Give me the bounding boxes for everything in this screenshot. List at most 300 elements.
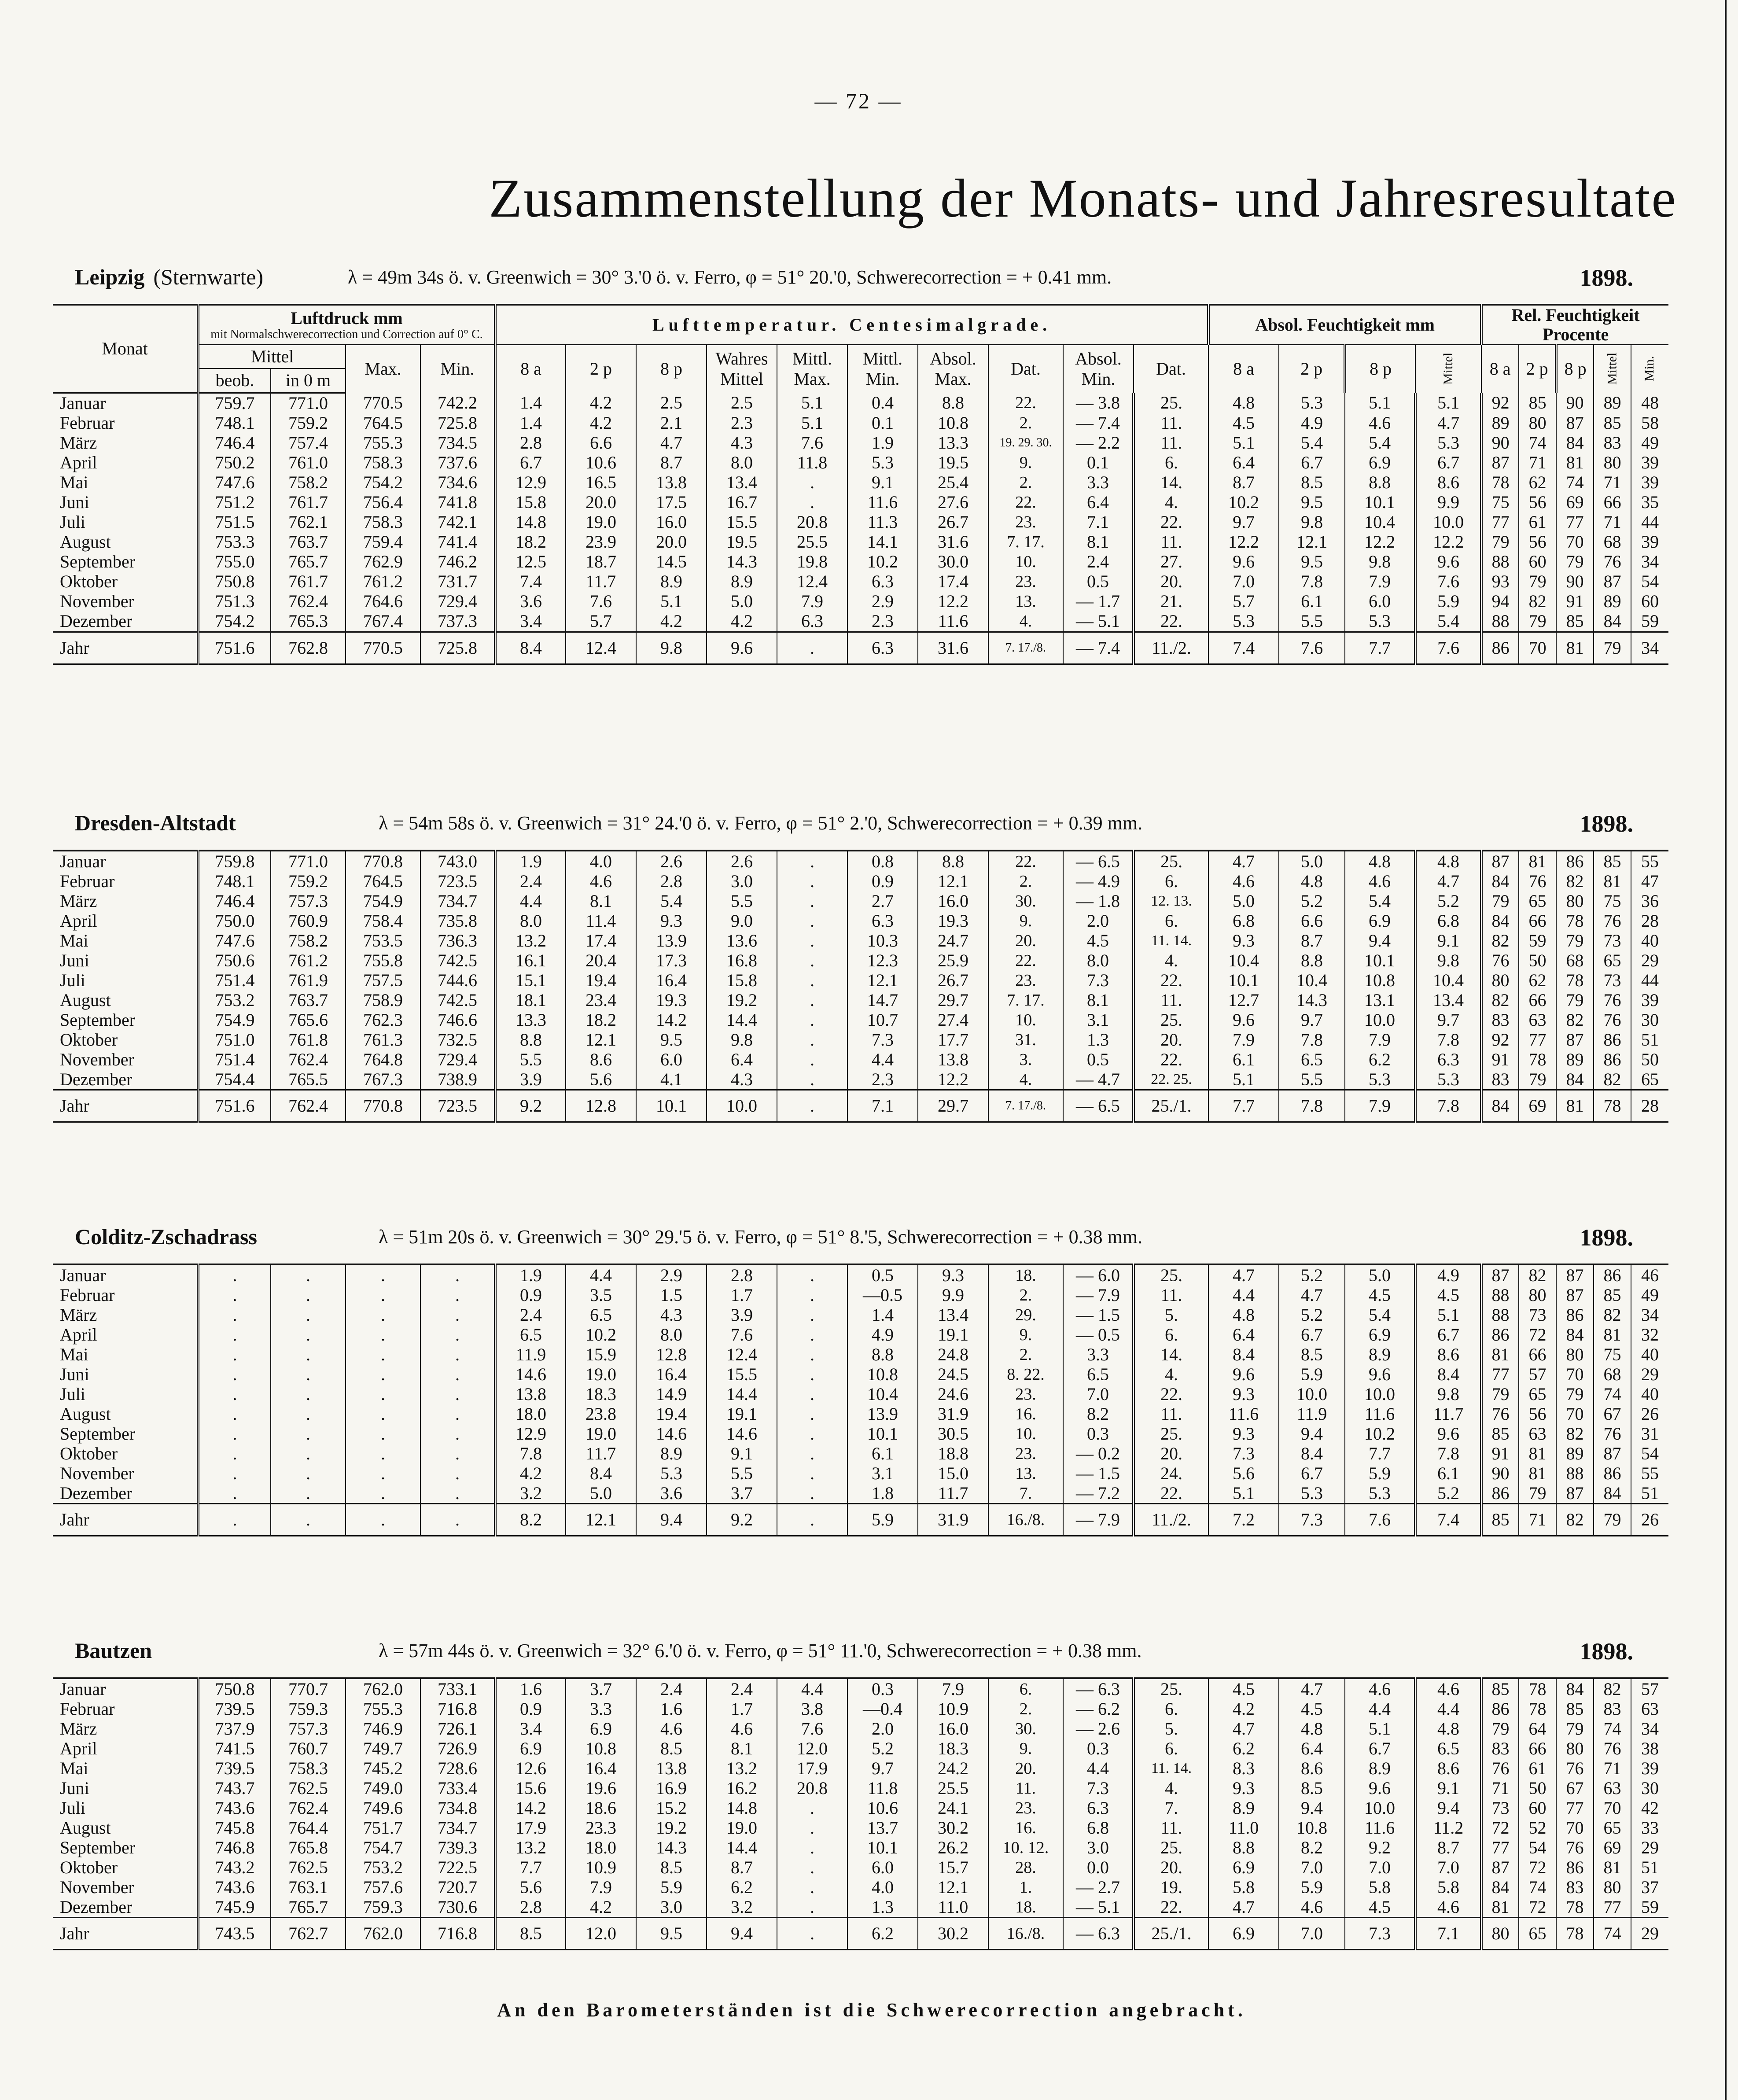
data-cell: 4.2	[566, 413, 636, 433]
year-row	[53, 1918, 1668, 1950]
data-cell: 77	[1481, 512, 1519, 532]
data-cell: 9.8	[636, 632, 707, 664]
data-cell: 759.8	[198, 851, 271, 871]
data-cell: 84	[1594, 612, 1631, 632]
data-cell: 762.5	[271, 1778, 346, 1798]
data-cell: .	[198, 1345, 271, 1364]
data-cell: 19.2	[707, 990, 777, 1010]
data-cell: 81	[1594, 871, 1631, 891]
data-cell: 72	[1519, 1857, 1556, 1877]
data-cell: 2.6	[636, 851, 707, 871]
data-cell: 8.7	[1415, 1838, 1481, 1857]
data-cell: 10.8	[918, 413, 988, 433]
data-cell: 746.4	[198, 891, 271, 911]
data-cell: 87	[1481, 851, 1519, 871]
data-cell: 5.5	[495, 1050, 566, 1069]
data-cell: 6.	[1134, 1739, 1208, 1758]
data-cell: 30.	[988, 891, 1063, 911]
data-cell: 748.1	[198, 871, 271, 891]
data-cell: 8.4	[1415, 1364, 1481, 1384]
station-year: 1898.	[1580, 1638, 1633, 1665]
month-label: Jahr	[53, 632, 198, 664]
data-cell: 7.0	[1279, 1918, 1345, 1950]
month-row	[53, 1877, 1668, 1897]
data-cell: 9.4	[1345, 931, 1415, 951]
data-cell: 7.	[988, 1483, 1063, 1504]
month-label: Jahr	[53, 1090, 198, 1122]
data-cell: 6.4	[1063, 493, 1134, 512]
data-cell: — 2.2	[1063, 433, 1134, 453]
data-cell: 78	[1519, 1678, 1556, 1699]
data-cell: 755.8	[346, 951, 420, 970]
data-cell: 52	[1519, 1818, 1556, 1838]
data-cell: 11.	[1134, 1404, 1208, 1424]
data-cell: 5.1	[777, 393, 847, 413]
data-cell: 51	[1631, 1483, 1668, 1504]
data-cell: 65	[1519, 891, 1556, 911]
data-cell: .	[777, 1325, 847, 1345]
data-cell: 733.1	[420, 1678, 495, 1699]
data-cell: 734.7	[420, 891, 495, 911]
data-cell: 32	[1631, 1325, 1668, 1345]
data-cell: .	[346, 1444, 420, 1463]
data-cell: 762.4	[271, 592, 346, 612]
data-cell: 7.1	[1063, 512, 1134, 532]
data-cell: 16.4	[636, 1364, 707, 1384]
data-cell: 78	[1519, 1050, 1556, 1069]
year-row	[53, 632, 1668, 664]
data-cell: 77	[1481, 1364, 1519, 1384]
data-cell: 72	[1481, 1818, 1519, 1838]
data-cell: 80	[1556, 1345, 1594, 1364]
data-cell: 7.3	[1063, 970, 1134, 990]
data-cell: 9.6	[1208, 1010, 1279, 1030]
data-cell: 9.4	[1415, 1798, 1481, 1818]
data-cell: 9.7	[847, 1758, 918, 1778]
data-cell: 22.	[988, 393, 1063, 413]
data-cell: 8.5	[1279, 1345, 1345, 1364]
data-cell: 7.	[1134, 1798, 1208, 1818]
month-label: Februar	[60, 1699, 115, 1719]
data-cell: 754.9	[198, 1010, 271, 1030]
data-cell: 11.6	[1208, 1404, 1279, 1424]
data-cell: 754.2	[198, 612, 271, 632]
month-label: Dezember	[60, 1897, 133, 1917]
data-cell: 5.1	[1208, 433, 1279, 453]
data-cell: 12.2	[918, 1069, 988, 1090]
data-cell: 734.7	[420, 1818, 495, 1838]
station-header	[75, 264, 1633, 295]
data-cell: 3.	[988, 1050, 1063, 1069]
data-cell: 5.0	[707, 592, 777, 612]
data-cell: 2.5	[707, 393, 777, 413]
data-cell: 12.8	[566, 1090, 636, 1122]
data-cell: 758.3	[271, 1758, 346, 1778]
header-feucht-8a: 8 a	[1208, 345, 1279, 393]
data-cell: 4.7	[1208, 1897, 1279, 1918]
month-label: Februar	[60, 871, 115, 891]
data-cell: 25.	[1134, 1838, 1208, 1857]
station-coordinates: λ = 49m 34s ö. v. Greenwich = 30° 3.'0 ö. v. Ferro, φ = 51° 20.'0, Schwerecorrection = + 0.41 mm.	[348, 266, 1112, 288]
data-cell: 9.6	[1208, 1364, 1279, 1384]
data-cell: 84	[1556, 1069, 1594, 1090]
data-cell: 762.4	[271, 1798, 346, 1818]
month-row	[53, 552, 1668, 572]
data-cell: 12.1	[1279, 532, 1345, 552]
data-cell: 4.8	[1415, 1719, 1481, 1739]
month-row	[53, 1699, 1668, 1719]
data-cell: 7.8	[495, 1444, 566, 1463]
data-cell: 4.	[1134, 493, 1208, 512]
data-cell: 4.5	[1208, 1678, 1279, 1699]
data-cell: 81	[1594, 1325, 1631, 1345]
data-cell: 7.9	[918, 1678, 988, 1699]
data-cell: 39	[1631, 453, 1668, 473]
data-cell: 76	[1594, 1010, 1631, 1030]
data-cell: 23.	[988, 1384, 1063, 1404]
data-cell: 77	[1556, 1798, 1594, 1818]
data-cell: 23.	[988, 512, 1063, 532]
data-cell: 754.4	[198, 1069, 271, 1090]
data-cell: 20.8	[777, 512, 847, 532]
data-cell: 5.4	[1345, 891, 1415, 911]
data-cell: 83	[1594, 433, 1631, 453]
data-cell: 0.3	[847, 1678, 918, 1699]
data-cell: 79	[1594, 1504, 1631, 1536]
data-cell: 8.9	[1345, 1345, 1415, 1364]
data-cell: 80	[1481, 970, 1519, 990]
data-cell: 10.	[988, 1424, 1063, 1444]
data-cell: .	[777, 1264, 847, 1285]
data-cell: 57	[1631, 1678, 1668, 1699]
data-cell: 79	[1519, 1483, 1556, 1504]
data-cell: 76	[1594, 990, 1631, 1010]
data-cell: 5.1	[636, 592, 707, 612]
data-cell: 7.9	[777, 592, 847, 612]
data-cell: 23.	[988, 1444, 1063, 1463]
data-cell: 0.8	[847, 851, 918, 871]
data-cell: 743.7	[198, 1778, 271, 1798]
data-cell: 4.7	[636, 433, 707, 453]
data-cell: 10.0	[1279, 1384, 1345, 1404]
header-mittl-min: Mittl. Min.	[847, 345, 918, 393]
month-label: April	[60, 1325, 97, 1345]
data-cell: 12.1	[566, 1030, 636, 1050]
data-cell: 2.8	[495, 1897, 566, 1918]
data-cell: 751.6	[198, 632, 271, 664]
month-label: Januar	[53, 1264, 198, 1285]
data-cell: 20.	[1134, 1030, 1208, 1050]
data-cell: 42	[1631, 1798, 1668, 1818]
data-cell: 16.9	[636, 1778, 707, 1798]
month-row	[53, 911, 1668, 931]
data-cell: 3.7	[707, 1483, 777, 1504]
data-cell: 84	[1481, 1090, 1519, 1122]
data-cell: 757.3	[271, 891, 346, 911]
data-cell: 13.2	[495, 1838, 566, 1857]
data-cell: 81	[1481, 1897, 1519, 1918]
data-cell: 88	[1481, 612, 1519, 632]
month-label: Dezember	[60, 1069, 133, 1089]
data-cell: 2.6	[707, 851, 777, 871]
data-cell: 74	[1519, 433, 1556, 453]
data-cell: .	[777, 1030, 847, 1050]
month-row	[53, 493, 1668, 512]
data-cell: 19.8	[777, 552, 847, 572]
data-cell: 762.3	[346, 1010, 420, 1030]
station-name: Leipzig (Sternwarte)	[75, 265, 264, 289]
data-cell: .	[420, 1364, 495, 1384]
month-row	[53, 512, 1668, 532]
data-cell: 59	[1631, 612, 1668, 632]
data-cell: 0.9	[847, 871, 918, 891]
data-cell: 7.6	[777, 1719, 847, 1739]
data-cell: 11.	[1134, 433, 1208, 453]
data-cell: 19.0	[707, 1818, 777, 1838]
data-cell: 0.3	[1063, 1424, 1134, 1444]
data-cell: 31.6	[918, 632, 988, 664]
data-cell: 7.6	[1415, 572, 1481, 592]
month-row	[53, 1463, 1668, 1483]
data-cell: 79	[1481, 532, 1519, 552]
month-row	[53, 1325, 1668, 1345]
month-row	[53, 572, 1668, 592]
data-cell: 5.7	[566, 612, 636, 632]
data-cell: 9.	[988, 1739, 1063, 1758]
data-cell: 6.4	[1208, 453, 1279, 473]
header-luftdruck	[198, 305, 495, 345]
data-cell: 6.3	[847, 632, 918, 664]
data-cell: 73	[1519, 1305, 1556, 1325]
data-cell: 5.3	[847, 453, 918, 473]
data-cell: 67	[1556, 1778, 1594, 1798]
data-cell: 8.7	[707, 1857, 777, 1877]
data-cell: 12.8	[636, 1345, 707, 1364]
data-cell: 3.7	[566, 1678, 636, 1699]
data-cell: 30	[1631, 1010, 1668, 1030]
data-cell: 739.3	[420, 1838, 495, 1857]
data-cell: 3.9	[495, 1069, 566, 1090]
data-cell: 6.9	[495, 1739, 566, 1758]
data-cell: 9.6	[1345, 1778, 1415, 1798]
data-cell: — 5.1	[1063, 612, 1134, 632]
data-cell: 79	[1481, 1384, 1519, 1404]
month-row	[53, 1364, 1668, 1384]
data-cell: 82	[1594, 1678, 1631, 1699]
data-cell: 12.1	[918, 871, 988, 891]
data-cell: 11.9	[495, 1345, 566, 1364]
data-cell: 6.4	[1208, 1325, 1279, 1345]
data-cell: 15.0	[918, 1463, 988, 1483]
data-cell: 6.	[1134, 1699, 1208, 1719]
data-cell: 4.6	[1345, 1678, 1415, 1699]
data-cell: 0.1	[847, 413, 918, 433]
data-cell: 10.4	[1415, 970, 1481, 990]
data-cell: 10.9	[918, 1699, 988, 1719]
data-cell: 754.2	[346, 473, 420, 493]
data-cell: 68	[1556, 951, 1594, 970]
data-cell: 44	[1631, 970, 1668, 990]
data-cell: 7.3	[847, 1030, 918, 1050]
data-cell: 762.7	[271, 1918, 346, 1950]
data-cell: 25.9	[918, 951, 988, 970]
station-coordinates: λ = 51m 20s ö. v. Greenwich = 30° 29.'5 ö. v. Ferro, φ = 51° 8.'5, Schwerecorrection = + 0.38 mm.	[379, 1226, 1143, 1248]
data-cell: 73	[1594, 931, 1631, 951]
data-cell: 23.8	[566, 1404, 636, 1424]
data-cell: 5.3	[1345, 612, 1415, 632]
data-cell: 6.9	[566, 1719, 636, 1739]
data-cell: .	[198, 1424, 271, 1444]
data-cell: 2.	[988, 473, 1063, 493]
data-cell: 74	[1556, 473, 1594, 493]
data-cell: 78	[1519, 1699, 1556, 1719]
data-cell: 2.	[988, 1285, 1063, 1305]
data-cell: 761.9	[271, 970, 346, 990]
data-cell: .	[420, 1305, 495, 1325]
month-row	[53, 951, 1668, 970]
data-cell: .	[420, 1504, 495, 1536]
data-cell: — 2.7	[1063, 1877, 1134, 1897]
data-cell: 5.8	[1415, 1877, 1481, 1897]
data-cell: 6.5	[566, 1305, 636, 1325]
header-dat-min: Dat.	[1134, 345, 1208, 393]
data-cell: 4.	[988, 1069, 1063, 1090]
data-cell: 90	[1481, 1463, 1519, 1483]
data-cell: 757.3	[271, 1719, 346, 1739]
data-cell: — 6.2	[1063, 1699, 1134, 1719]
data-cell: 12.4	[707, 1345, 777, 1364]
data-cell: — 7.2	[1063, 1483, 1134, 1504]
data-cell: 743.6	[198, 1798, 271, 1818]
data-cell: 34	[1631, 1719, 1668, 1739]
data-cell: 762.4	[271, 1090, 346, 1122]
data-cell: 6.3	[847, 572, 918, 592]
data-cell: 63	[1519, 1010, 1556, 1030]
data-cell: .	[346, 1483, 420, 1504]
data-cell: 16.2	[707, 1778, 777, 1798]
data-cell: 10.1	[1345, 951, 1415, 970]
data-cell: 85	[1556, 1699, 1594, 1719]
data-cell: 9.2	[495, 1090, 566, 1122]
data-cell: 70	[1519, 632, 1556, 664]
data-cell: 71	[1594, 1758, 1631, 1778]
data-cell: 4.4	[566, 1264, 636, 1285]
data-cell: .	[777, 1504, 847, 1536]
data-cell: 755.0	[198, 552, 271, 572]
data-cell: 74	[1594, 1719, 1631, 1739]
data-cell: 86	[1481, 1699, 1519, 1719]
data-cell: 7.6	[1415, 632, 1481, 664]
data-cell: 4.6	[636, 1719, 707, 1739]
data-cell: 91	[1481, 1444, 1519, 1463]
data-cell: .	[346, 1285, 420, 1305]
data-cell: 745.8	[198, 1818, 271, 1838]
data-cell: 16.5	[566, 473, 636, 493]
data-cell: 9.8	[1345, 552, 1415, 572]
data-cell: 16.1	[495, 951, 566, 970]
data-cell: 7.6	[566, 592, 636, 612]
data-cell: 77	[1481, 1838, 1519, 1857]
header-mittel: Mittel	[198, 345, 346, 368]
data-cell: 10.2	[1345, 1424, 1415, 1444]
data-cell: 7.9	[1345, 1030, 1415, 1050]
data-cell: 748.1	[198, 413, 271, 433]
data-cell: 755.3	[346, 1699, 420, 1719]
data-cell: 70	[1556, 1404, 1594, 1424]
data-cell: 88	[1481, 1285, 1519, 1305]
data-cell: 10.9	[566, 1857, 636, 1877]
data-cell: 5.1	[1345, 1719, 1415, 1739]
data-cell: 743.6	[198, 1877, 271, 1897]
data-cell: 11. 14.	[1134, 931, 1208, 951]
header-mittl-max: Mittl. Max.	[777, 345, 847, 393]
data-cell: 12.9	[495, 1424, 566, 1444]
data-cell: 723.5	[420, 871, 495, 891]
data-cell: 29.7	[918, 1090, 988, 1122]
data-cell: 10.8	[1345, 970, 1415, 990]
data-cell: .	[420, 1483, 495, 1504]
month-label: März	[60, 433, 97, 453]
data-cell: 8.5	[636, 1857, 707, 1877]
data-cell: 6.0	[847, 1857, 918, 1877]
data-cell: 16.4	[566, 1758, 636, 1778]
data-cell: 5.3	[1415, 1069, 1481, 1090]
data-cell: 23.4	[566, 990, 636, 1010]
data-cell: 13.3	[495, 1010, 566, 1030]
data-cell: .	[777, 473, 847, 493]
data-cell: 8.8	[1345, 473, 1415, 493]
data-cell: 5.1	[1208, 1483, 1279, 1504]
data-cell: 6.9	[1208, 1857, 1279, 1877]
data-cell: 79	[1556, 1384, 1594, 1404]
data-cell: .	[777, 1897, 847, 1918]
data-cell: 50	[1519, 1778, 1556, 1798]
data-cell: .	[271, 1364, 346, 1384]
data-cell: 31.6	[918, 532, 988, 552]
data-cell: 6.3	[777, 612, 847, 632]
data-cell: 3.3	[1063, 473, 1134, 493]
data-cell: 22.	[988, 493, 1063, 512]
data-cell: 14.6	[636, 1424, 707, 1444]
data-cell: 5.4	[1345, 433, 1415, 453]
data-cell: .	[198, 1463, 271, 1483]
data-cell: 19.	[1134, 1877, 1208, 1897]
data-cell: 82	[1556, 1010, 1594, 1030]
data-cell: 760.9	[271, 911, 346, 931]
data-cell: 5.0	[1345, 1264, 1415, 1285]
data-cell: 56	[1519, 493, 1556, 512]
data-cell: 758.3	[346, 453, 420, 473]
data-cell: 9.7	[1415, 1010, 1481, 1030]
data-cell: 4.0	[847, 1877, 918, 1897]
data-cell: — 6.5	[1063, 851, 1134, 871]
data-cell: 59	[1519, 931, 1556, 951]
data-cell: 13.8	[495, 1384, 566, 1404]
data-cell: 4.4	[1063, 1758, 1134, 1778]
data-cell: 11.	[1134, 990, 1208, 1010]
data-cell: 79	[1481, 1719, 1519, 1739]
data-cell: 4.0	[566, 851, 636, 871]
data-cell: 7.7	[1345, 1444, 1415, 1463]
data-cell: 7.8	[1279, 1030, 1345, 1050]
data-cell: 12.9	[495, 473, 566, 493]
data-cell: 3.9	[707, 1305, 777, 1325]
data-cell: 29	[1631, 951, 1668, 970]
month-label: Juni	[60, 1364, 89, 1384]
data-cell: 1.6	[495, 1678, 566, 1699]
data-cell: 759.2	[271, 413, 346, 433]
data-cell: 84	[1556, 433, 1594, 453]
